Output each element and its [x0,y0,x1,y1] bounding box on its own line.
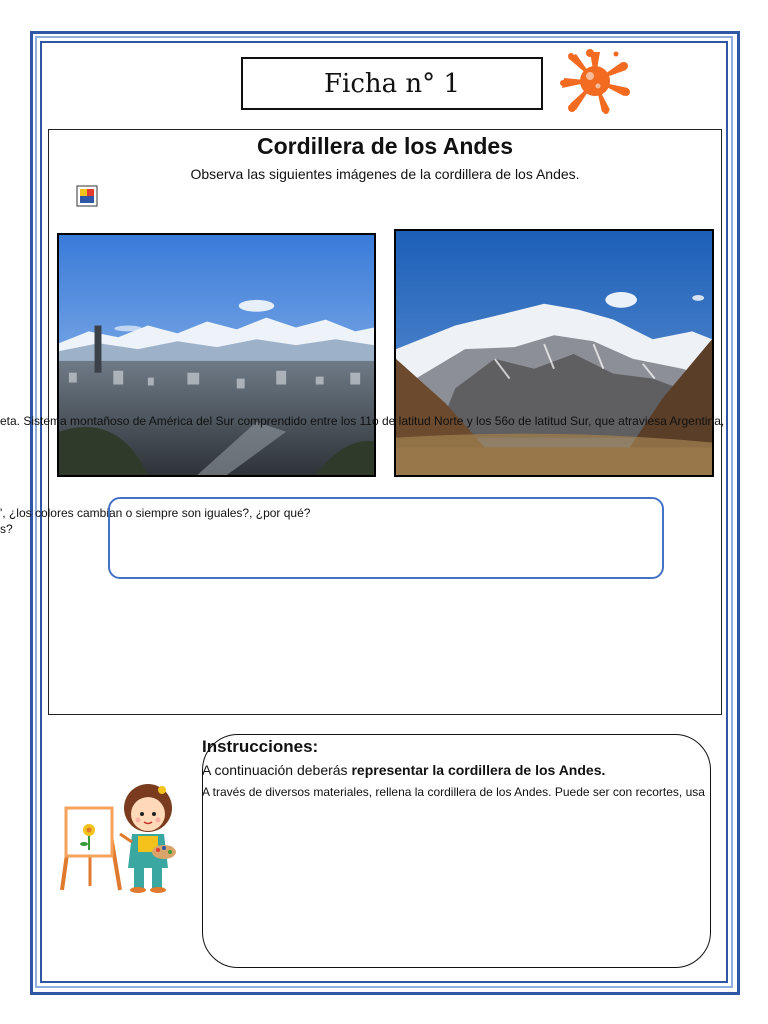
instructions-line-1-bold: representar la cordillera de los Andes. [351,762,606,778]
question-line-2: s? [0,522,13,536]
instructions-line-2: A través de diversos materiales, rellena la cordillera de los Andes. Puede ser con recortes, usa [202,785,705,799]
photo-aconcagua [394,229,714,477]
girl-painting-illustration [58,778,188,898]
definition-overflow-text: eta. Sistema montañoso de América del Sur comprendido entre los 11o de latitud Norte y los 56o de latitud Sur, que atraviesa Argentina, [0,414,725,428]
instructions-line-1 [202,762,605,778]
photo-santiago-andes [57,233,376,477]
answer-box[interactable] [108,497,664,579]
paint-splash-icon [560,48,630,114]
section-heading: Cordillera de los Andes [256,133,514,159]
instructions-line-1-prefix: A continuación deberás [202,762,352,778]
instructions-title: Instrucciones: [202,737,319,756]
worksheet-title: Ficha n° 1 [241,57,543,110]
clipart-placeholder-icon [76,185,98,207]
section-subtitle: Observa las siguientes imágenes de la cordillera de los Andes. [190,166,580,182]
question-line-1: ', ¿los colores cambian o siempre son iguales?, ¿por qué? [0,506,311,520]
